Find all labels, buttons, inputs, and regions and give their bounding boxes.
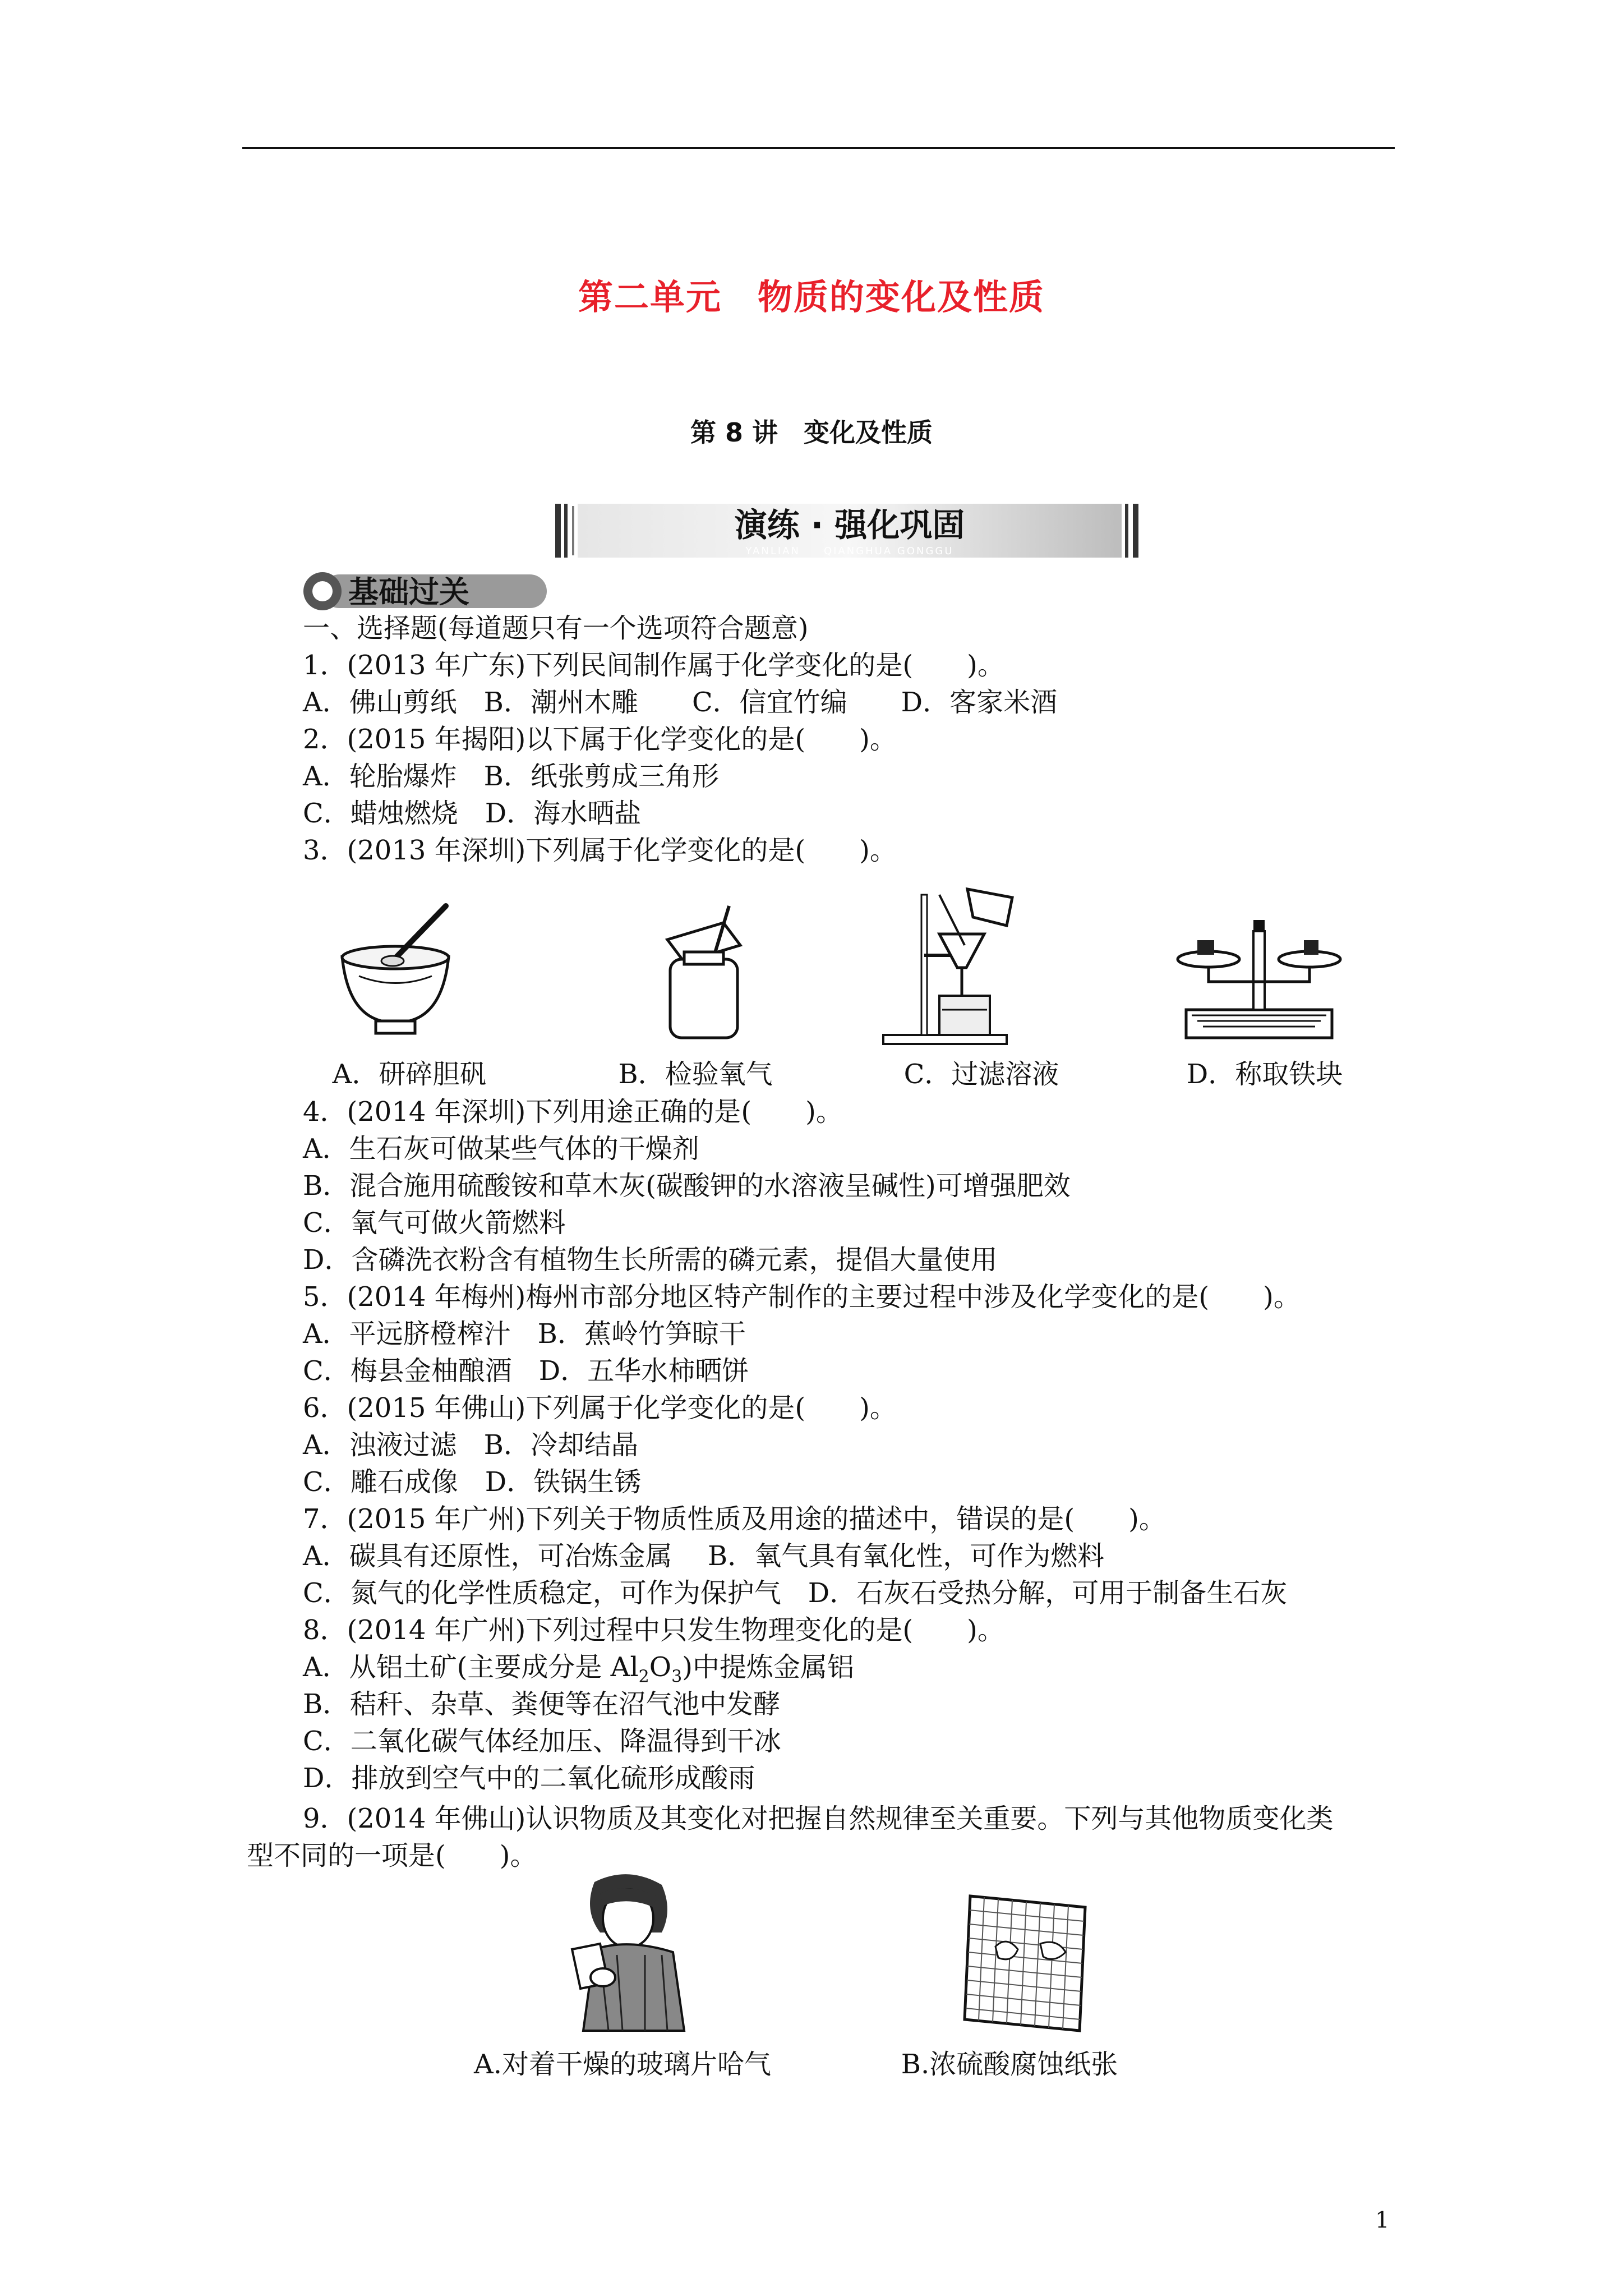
q9-stem-line1: 9．(2014 年佛山)认识物质及其变化对把握自然规律至关重要。下列与其他物质变化类 <box>303 1803 1334 1834</box>
q8-option-d: D．排放到空气中的二氧化硫形成酸雨 <box>303 1763 755 1794</box>
q4-option-a: A．生石灰可做某些气体的干燥剂 <box>303 1133 699 1165</box>
q1-stem: 1．(2013 年广东)下列民间制作属于化学变化的是( )。 <box>303 650 1004 681</box>
header-rule <box>242 147 1395 149</box>
q8-option-b: B．秸秆、杂草、粪便等在沼气池中发酵 <box>303 1688 781 1720</box>
q6-stem: 6．(2015 年佛山)下列属于化学变化的是( )。 <box>303 1392 897 1424</box>
q5-stem: 5．(2014 年梅州)梅州市部分地区特产制作的主要过程中涉及化学变化的是( )。 <box>303 1281 1301 1313</box>
q6-options-line2: C．雕石成像 D．铁锅生锈 <box>303 1466 642 1498</box>
q3-caption-c: C．过滤溶液 <box>903 1059 1059 1090</box>
mortar-figure <box>336 900 454 1041</box>
q7-options-line1: A．碳具有还原性，可冶炼金属 B．氧气具有氧化性，可作为燃料 <box>303 1540 1105 1572</box>
q9-stem-line2: 型不同的一项是( )。 <box>247 1840 537 1871</box>
q8-option-c: C．二氧化碳气体经加压、降温得到干冰 <box>303 1726 781 1757</box>
q8-stem: 8．(2014 年广州)下列过程中只发生物理变化的是( )。 <box>303 1614 1004 1646</box>
q6-options-line1: A．浊液过滤 B．冷却结晶 <box>303 1429 638 1461</box>
q1-options: A．佛山剪纸 B．潮州木雕 C．信宜竹编 D．客家米酒 <box>303 687 1058 718</box>
q7-stem: 7．(2015 年广州)下列关于物质性质及用途的描述中，错误的是( )。 <box>303 1503 1166 1535</box>
q3-caption-b: B．检验氧气 <box>618 1059 773 1090</box>
q3-caption-d: D．称取铁块 <box>1186 1059 1343 1090</box>
page-number: 1 <box>1375 2207 1390 2233</box>
q5-options-line1: A．平远脐橙榨汁 B．蕉岭竹笋晾干 <box>303 1318 746 1350</box>
section-one-title: 一、选择题(每道题只有一个选项符合题意) <box>303 613 809 644</box>
lecture-title: 第 8 讲 变化及性质 <box>690 417 933 448</box>
q4-option-b: B．混合施用硫酸铵和草木灰(碳酸钾的水溶液呈碱性)可增强肥效 <box>303 1170 1071 1202</box>
q2-stem: 2．(2015 年揭阳)以下属于化学变化的是( )。 <box>303 724 897 755</box>
unit-title: 第二单元 物质的变化及性质 <box>578 277 1045 318</box>
q7-options-line2: C．氮气的化学性质稳定，可作为保护气 D．石灰石受热分解，可用于制备生石灰 <box>303 1577 1288 1609</box>
q8-option-a: A．从铝土矿(主要成分是 $Al_2O_3$)中提炼金属铝 <box>303 1651 854 1687</box>
q4-option-d: D．含磷洗衣粉含有植物生长所需的磷元素，提倡大量使用 <box>303 1244 998 1276</box>
section-heading-badge <box>300 568 558 613</box>
q3-stem: 3．(2013 年深圳)下列属于化学变化的是( )。 <box>303 835 897 866</box>
q9-caption-a: A.对着干燥的玻璃片哈气 <box>474 2049 771 2080</box>
balance-figure <box>1175 914 1343 1043</box>
q2-options-line1: A．轮胎爆炸 B．纸张剪成三角形 <box>303 761 719 792</box>
q3-caption-a: A．研碎胆矾 <box>332 1059 487 1090</box>
q4-stem: 4．(2014 年深圳)下列用途正确的是( )。 <box>303 1096 843 1128</box>
filtration-figure <box>878 884 1029 1046</box>
q5-options-line2: C．梅县金柚酿酒 D．五华水柿晒饼 <box>303 1355 749 1387</box>
q9-caption-b: B.浓硫酸腐蚀纸张 <box>901 2049 1118 2080</box>
banner-subtitle: YANLIAN QIANGHUA GONGGU <box>745 545 954 557</box>
q2-options-line2: C．蜡烛燃烧 D．海水晒盐 <box>303 798 642 829</box>
section-heading-text: 基础过关 <box>348 574 469 610</box>
q4-option-c: C．氧气可做火箭燃料 <box>303 1207 566 1239</box>
girl-breathing-figure <box>561 1871 701 2033</box>
gas-bottle-figure <box>662 900 746 1046</box>
corroded-paper-figure <box>962 1890 1091 2036</box>
banner-title: 演练 · 强化巩固 <box>734 506 965 544</box>
practice-banner <box>555 500 1144 563</box>
